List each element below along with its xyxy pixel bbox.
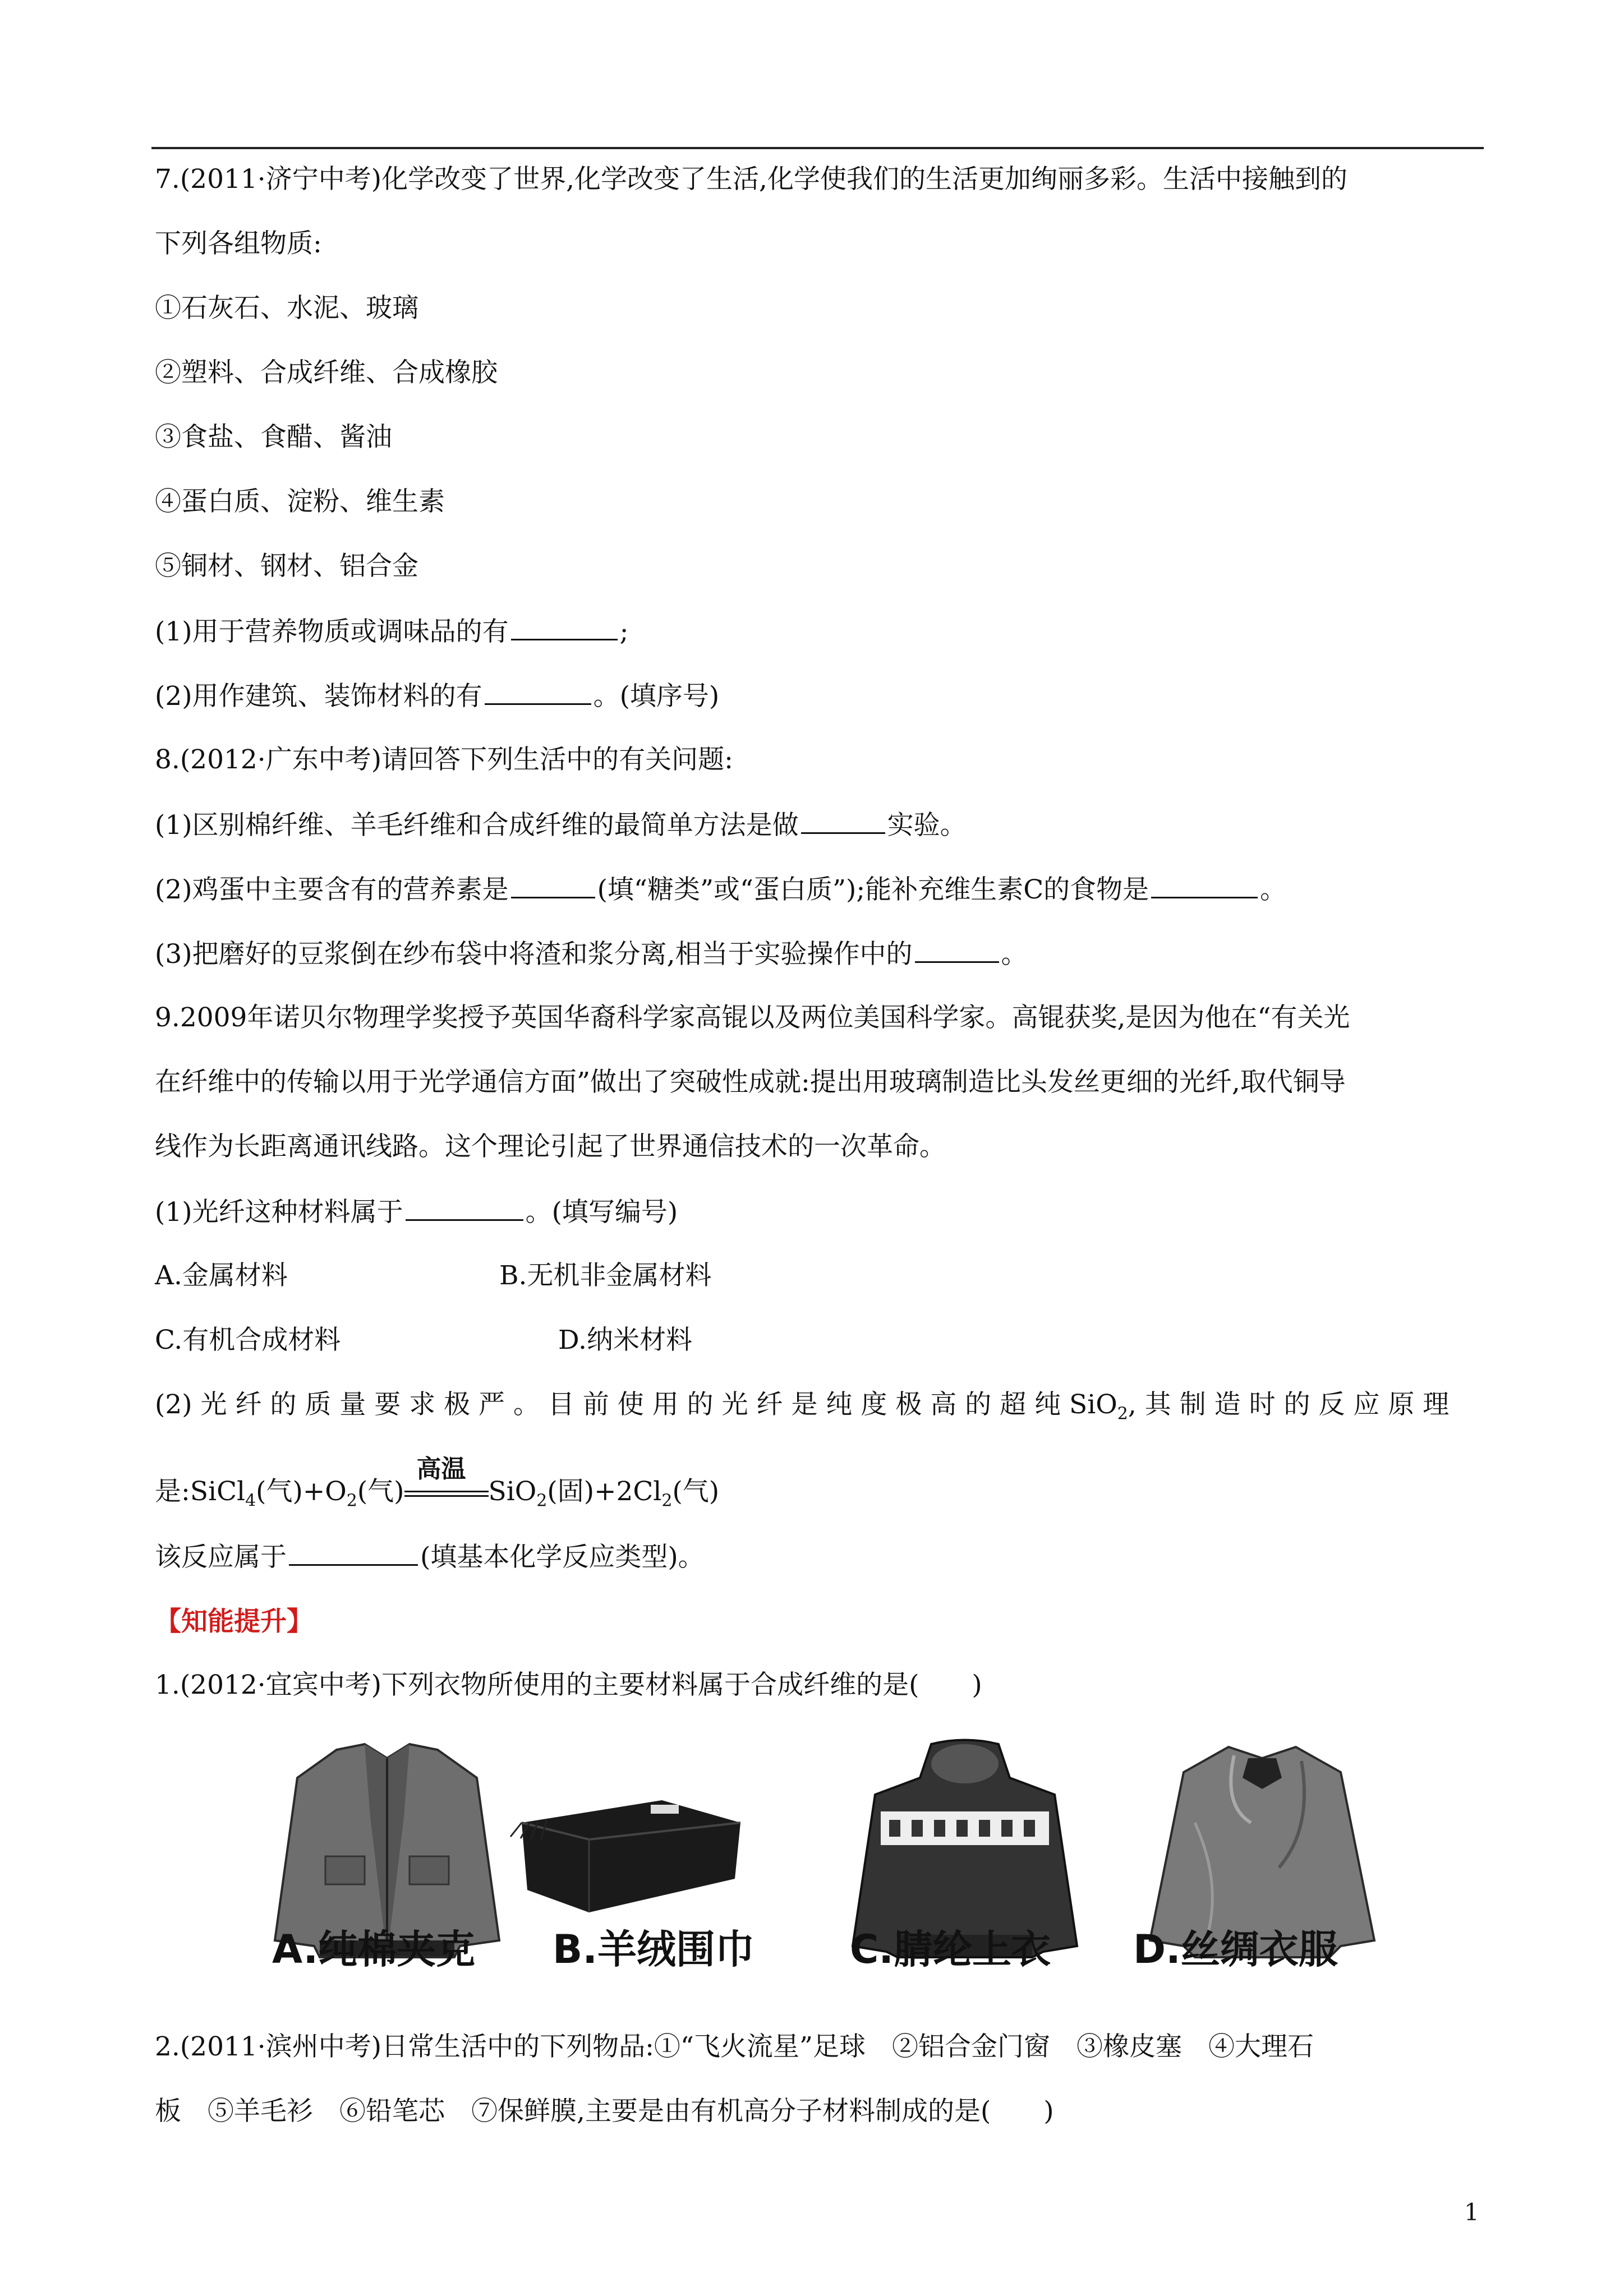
answer-blank[interactable] <box>511 872 595 898</box>
q8-part-2 <box>155 872 1286 907</box>
q9-part-1-end: 。(填写编号) <box>525 1197 678 1228</box>
q8-part-1-text: (1)区别棉纤维、羊毛纤维和合成纤维的最简单方法是做 <box>155 810 799 841</box>
condition-label: 高温 <box>416 1455 466 1483</box>
q8-part-1-end: 实验。 <box>887 810 967 841</box>
q7-item-4: ④蛋白质、淀粉、维生素 <box>155 486 445 517</box>
page-number: 1 <box>1464 2198 1479 2226</box>
q7-part-2-end: 。(填序号) <box>593 681 720 712</box>
q7-item-3: ③食盐、食醋、酱油 <box>155 422 392 453</box>
q9-part-1 <box>155 1195 678 1229</box>
q9-stem-line1: 9.2009年诺贝尔物理学奖授予英国华裔科学家高锟以及两位美国科学家。高锟获奖,是因为他在“有关光 <box>155 1002 1350 1033</box>
p1-stem: 1.(2012·宜宾中考)下列衣物所使用的主要材料属于合成纤维的是( ) <box>155 1670 982 1700</box>
subscript: 2 <box>661 1491 673 1511</box>
equal-sign-line <box>404 1491 489 1492</box>
reaction-condition <box>404 1455 489 1509</box>
q9-part-3-text: 该反应属于 <box>155 1542 287 1573</box>
q8-stem: 8.(2012·广东中考)请回答下列生活中的有关问题: <box>155 744 733 775</box>
q7-part-1-end: ; <box>619 616 629 647</box>
equal-sign-line <box>404 1495 489 1497</box>
eq-text: (气) <box>672 1476 720 1507</box>
answer-blank[interactable] <box>915 937 999 963</box>
answer-blank[interactable] <box>801 808 885 834</box>
q8-part-3 <box>155 937 1028 971</box>
eq-text: SiO <box>488 1476 537 1507</box>
q8-part-3-end: 。 <box>1001 939 1028 970</box>
eq-text: (固)+2Cl <box>547 1476 662 1507</box>
q9-part-2-text: (2) 光 纤 的 质 量 要 求 极 严 。 目 前 使 用 的 光 纤 是 纯 度 极 高 的 超 纯 SiO <box>155 1389 1117 1420</box>
q8-part-2-mid: (填“糖类”或“蛋白质”);能补充维生素C的食物是 <box>597 874 1149 905</box>
q8-part-2-text: (2)鸡蛋中主要含有的营养素是 <box>155 874 509 905</box>
q9-stem-line3: 线作为长距离通讯线路。这个理论引起了世界通信技术的一次革命。 <box>155 1131 946 1162</box>
caption-b: B.羊绒围巾 <box>553 1926 755 1972</box>
option-a[interactable]: A.金属材料 <box>155 1260 288 1291</box>
q9-part-2-text-end: , 其 制 造 时 的 反 应 原 理 <box>1128 1389 1450 1420</box>
option-c[interactable]: C.有机合成材料 <box>155 1325 341 1356</box>
option-d[interactable]: D.纳米材料 <box>558 1325 692 1356</box>
q8-part-3-text: (3)把磨好的豆浆倒在纱布袋中将渣和浆分离,相当于实验操作中的 <box>155 939 913 970</box>
caption-d: D.丝绸衣服 <box>1133 1926 1338 1972</box>
eq-text: (气) <box>357 1476 404 1507</box>
q8-part-1 <box>155 808 967 842</box>
q8-part-2-end: 。 <box>1260 874 1287 905</box>
q7-stem-line2: 下列各组物质: <box>155 228 322 259</box>
q7-part-2-text: (2)用作建筑、装饰材料的有 <box>155 681 482 712</box>
subscript: 2 <box>1117 1404 1128 1424</box>
option-b[interactable]: B.无机非金属材料 <box>499 1260 712 1291</box>
q7-part-1-text: (1)用于营养物质或调味品的有 <box>155 616 509 647</box>
header-rule <box>151 147 1484 149</box>
answer-blank[interactable] <box>485 679 591 705</box>
answer-blank[interactable] <box>1151 872 1258 898</box>
q7-item-5: ⑤铜材、钢材、铝合金 <box>155 551 418 582</box>
p2-stem-line2: 板 ⑤羊毛衫 ⑥铅笔芯 ⑦保鲜膜,主要是由有机高分子材料制成的是( ) <box>155 2096 1054 2127</box>
section-title: 【知能提升】 <box>155 1606 313 1637</box>
eq-text: 是:SiCl <box>155 1476 246 1507</box>
caption-a: A.纯棉夹克 <box>272 1926 476 1972</box>
q9-stem-line2: 在纤维中的传输以用于光学通信方面”做出了突破性成就:提出用玻璃制造比头发丝更细的光纤,取代铜导 <box>155 1067 1346 1098</box>
answer-blank[interactable] <box>289 1539 418 1566</box>
q9-part-2 <box>155 1388 1449 1431</box>
answer-blank[interactable] <box>511 614 618 640</box>
subscript: 2 <box>346 1491 357 1511</box>
q9-part-3 <box>155 1539 705 1574</box>
q7-part-2 <box>155 679 719 713</box>
q9-part-1-text: (1)光纤这种材料属于 <box>155 1197 403 1228</box>
subscript: 4 <box>245 1491 256 1511</box>
q7-item-1: ①石灰石、水泥、玻璃 <box>155 293 418 324</box>
q7-part-1 <box>155 614 628 649</box>
answer-blank[interactable] <box>406 1195 523 1221</box>
caption-c: C.腈纶上衣 <box>850 1926 1051 1972</box>
eq-text: (气)+O <box>256 1476 347 1507</box>
subscript: 2 <box>536 1491 548 1511</box>
q9-part-3-end: (填基本化学反应类型)。 <box>420 1542 705 1573</box>
reaction-equation <box>155 1455 720 1518</box>
q7-stem-line1: 7.(2011·济宁中考)化学改变了世界,化学改变了生活,化学使我们的生活更加绚丽多彩。生活中接触到的 <box>155 164 1347 195</box>
p2-stem-line1: 2.(2011·滨州中考)日常生活中的下列物品:①“飞火流星”足球 ②铝合金门窗 ③橡皮塞 ④大理石 <box>155 2031 1314 2062</box>
q7-item-2: ②塑料、合成纤维、合成橡胶 <box>155 357 498 388</box>
